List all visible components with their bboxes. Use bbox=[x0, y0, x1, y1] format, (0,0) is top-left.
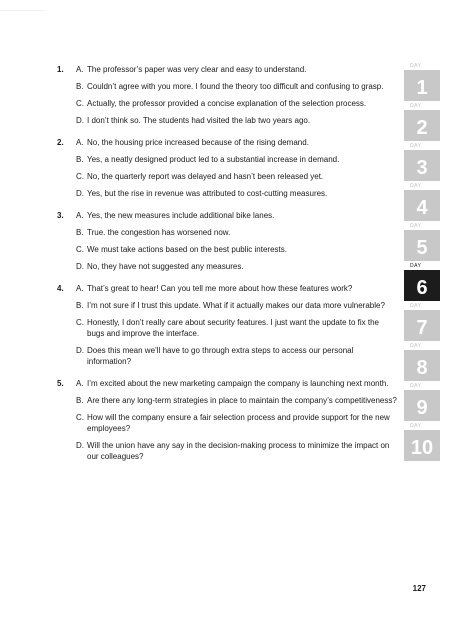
option-text: That’s great to hear! Can you tell me more about how these features work? bbox=[87, 284, 353, 293]
tab-number: 8 bbox=[416, 357, 428, 379]
tab-day-10[interactable] bbox=[404, 423, 440, 461]
option-label: A. bbox=[76, 284, 84, 293]
option-d bbox=[76, 345, 397, 367]
question-2 bbox=[57, 137, 397, 199]
option-text: The professor’s paper was very clear and easy to understand. bbox=[87, 65, 307, 74]
tab-number: 1 bbox=[416, 77, 428, 99]
tab-day-8[interactable] bbox=[404, 343, 440, 381]
option-label: B. bbox=[76, 155, 84, 164]
option-a bbox=[76, 210, 397, 221]
question-4 bbox=[57, 283, 397, 367]
option-label: B. bbox=[76, 301, 84, 310]
option-label: A. bbox=[76, 138, 84, 147]
option-label: C. bbox=[76, 172, 84, 181]
option-text: I don’t think so. The students had visited the lab two years ago. bbox=[87, 116, 311, 125]
tab-number: 6 bbox=[416, 277, 428, 299]
question-number: 5. bbox=[57, 379, 64, 388]
option-list bbox=[76, 210, 397, 272]
option-a bbox=[76, 64, 397, 75]
option-label: B. bbox=[76, 396, 84, 405]
tab-day-5[interactable] bbox=[404, 223, 440, 261]
option-list bbox=[76, 64, 397, 126]
option-label: B. bbox=[76, 228, 84, 237]
option-label: D. bbox=[76, 189, 84, 198]
option-text: Yes, but the rise in revenue was attributed to cost-cutting measures. bbox=[87, 189, 328, 198]
tab-day-7[interactable] bbox=[404, 303, 440, 341]
option-text: We must take actions based on the best public interests. bbox=[87, 245, 287, 254]
option-label: D. bbox=[76, 116, 84, 125]
tab-small-label: DAY bbox=[410, 383, 422, 389]
tab-small-label: DAY bbox=[410, 223, 422, 229]
question-number: 2. bbox=[57, 138, 64, 147]
page-number: 127 bbox=[412, 584, 426, 593]
option-c bbox=[76, 317, 397, 339]
tab-day-6-active[interactable] bbox=[404, 263, 440, 301]
question-5 bbox=[57, 378, 397, 462]
option-c bbox=[76, 171, 397, 182]
option-text: No, they have not suggested any measures. bbox=[87, 262, 244, 271]
tab-small-label: DAY bbox=[410, 263, 422, 269]
tab-number: 3 bbox=[416, 157, 428, 179]
tab-day-2[interactable] bbox=[404, 103, 440, 141]
tab-number: 5 bbox=[416, 237, 428, 259]
question-number: 4. bbox=[57, 284, 64, 293]
option-text: Yes, the new measures include additional bike lanes. bbox=[87, 211, 275, 220]
option-b bbox=[76, 300, 397, 311]
tab-day-1[interactable] bbox=[404, 63, 440, 101]
option-text: I’m excited about the new marketing campaign the company is launching next month. bbox=[87, 379, 389, 388]
question-1 bbox=[57, 64, 397, 126]
tab-small-label: DAY bbox=[410, 143, 422, 149]
option-label: A. bbox=[76, 211, 84, 220]
tab-small-label: DAY bbox=[410, 103, 422, 109]
option-d bbox=[76, 188, 397, 199]
option-list bbox=[76, 378, 397, 462]
option-text: I’m not sure if I trust this update. What if it actually makes our data more vulnerable? bbox=[87, 301, 385, 310]
option-text: No, the quarterly report was delayed and hasn’t been released yet. bbox=[87, 172, 324, 181]
tab-small-label: DAY bbox=[410, 63, 422, 69]
question-list bbox=[57, 64, 397, 473]
tab-day-3[interactable] bbox=[404, 143, 440, 181]
tab-number: 7 bbox=[416, 317, 428, 339]
option-text: Does this mean we’ll have to go through extra steps to access our personal information? bbox=[87, 346, 354, 366]
option-b bbox=[76, 395, 397, 406]
option-text: Actually, the professor provided a concise explanation of the selection process. bbox=[87, 99, 367, 108]
option-list bbox=[76, 283, 397, 367]
option-text: Yes, a neatly designed product led to a substantial increase in demand. bbox=[87, 155, 340, 164]
tab-number: 2 bbox=[416, 117, 428, 139]
tab-small-label: DAY bbox=[410, 343, 422, 349]
option-text: How will the company ensure a fair selection process and provide support for the new employees? bbox=[87, 413, 390, 433]
option-label: A. bbox=[76, 379, 84, 388]
tab-small-label: DAY bbox=[410, 183, 422, 189]
option-text: Are there any long-term strategies in place to maintain the company’s competitiveness? bbox=[87, 396, 397, 405]
corner-mark bbox=[0, 0, 44, 11]
option-label: D. bbox=[76, 262, 84, 271]
option-a bbox=[76, 378, 397, 389]
tab-small-label: DAY bbox=[410, 303, 422, 309]
option-label: B. bbox=[76, 82, 84, 91]
question-number: 3. bbox=[57, 211, 64, 220]
option-a bbox=[76, 137, 397, 148]
option-b bbox=[76, 154, 397, 165]
option-text: Honestly, I don’t really care about security features. I just want the update to fix the bugs and improve the interface. bbox=[87, 318, 380, 338]
chapter-tabs bbox=[404, 63, 440, 470]
option-label: C. bbox=[76, 245, 84, 254]
option-a bbox=[76, 283, 397, 294]
option-c bbox=[76, 98, 397, 109]
option-label: C. bbox=[76, 99, 84, 108]
tab-number: 10 bbox=[410, 437, 434, 459]
option-label: C. bbox=[76, 318, 84, 327]
option-d bbox=[76, 261, 397, 272]
question-number: 1. bbox=[57, 65, 64, 74]
tab-number: 4 bbox=[416, 197, 428, 219]
tab-number: 9 bbox=[416, 397, 428, 419]
option-c bbox=[76, 244, 397, 255]
option-c bbox=[76, 412, 397, 434]
option-label: D. bbox=[76, 346, 84, 355]
question-3 bbox=[57, 210, 397, 272]
option-label: A. bbox=[76, 65, 84, 74]
tab-day-4[interactable] bbox=[404, 183, 440, 221]
option-text: Couldn’t agree with you more. I found the theory too difficult and confusing to grasp. bbox=[87, 82, 384, 91]
option-d bbox=[76, 115, 397, 126]
option-b bbox=[76, 81, 397, 92]
option-label: D. bbox=[76, 441, 84, 450]
option-b bbox=[76, 227, 397, 238]
option-d bbox=[76, 440, 397, 462]
option-list bbox=[76, 137, 397, 199]
option-text: Will the union have any say in the decision-making process to minimize the impact on our colleagues? bbox=[87, 441, 390, 461]
tab-small-label: DAY bbox=[410, 423, 422, 429]
option-text: No, the housing price increased because of the rising demand. bbox=[87, 138, 309, 147]
option-text: True. the congestion has worsened now. bbox=[87, 228, 231, 237]
tab-day-9[interactable] bbox=[404, 383, 440, 421]
option-label: C. bbox=[76, 413, 84, 422]
